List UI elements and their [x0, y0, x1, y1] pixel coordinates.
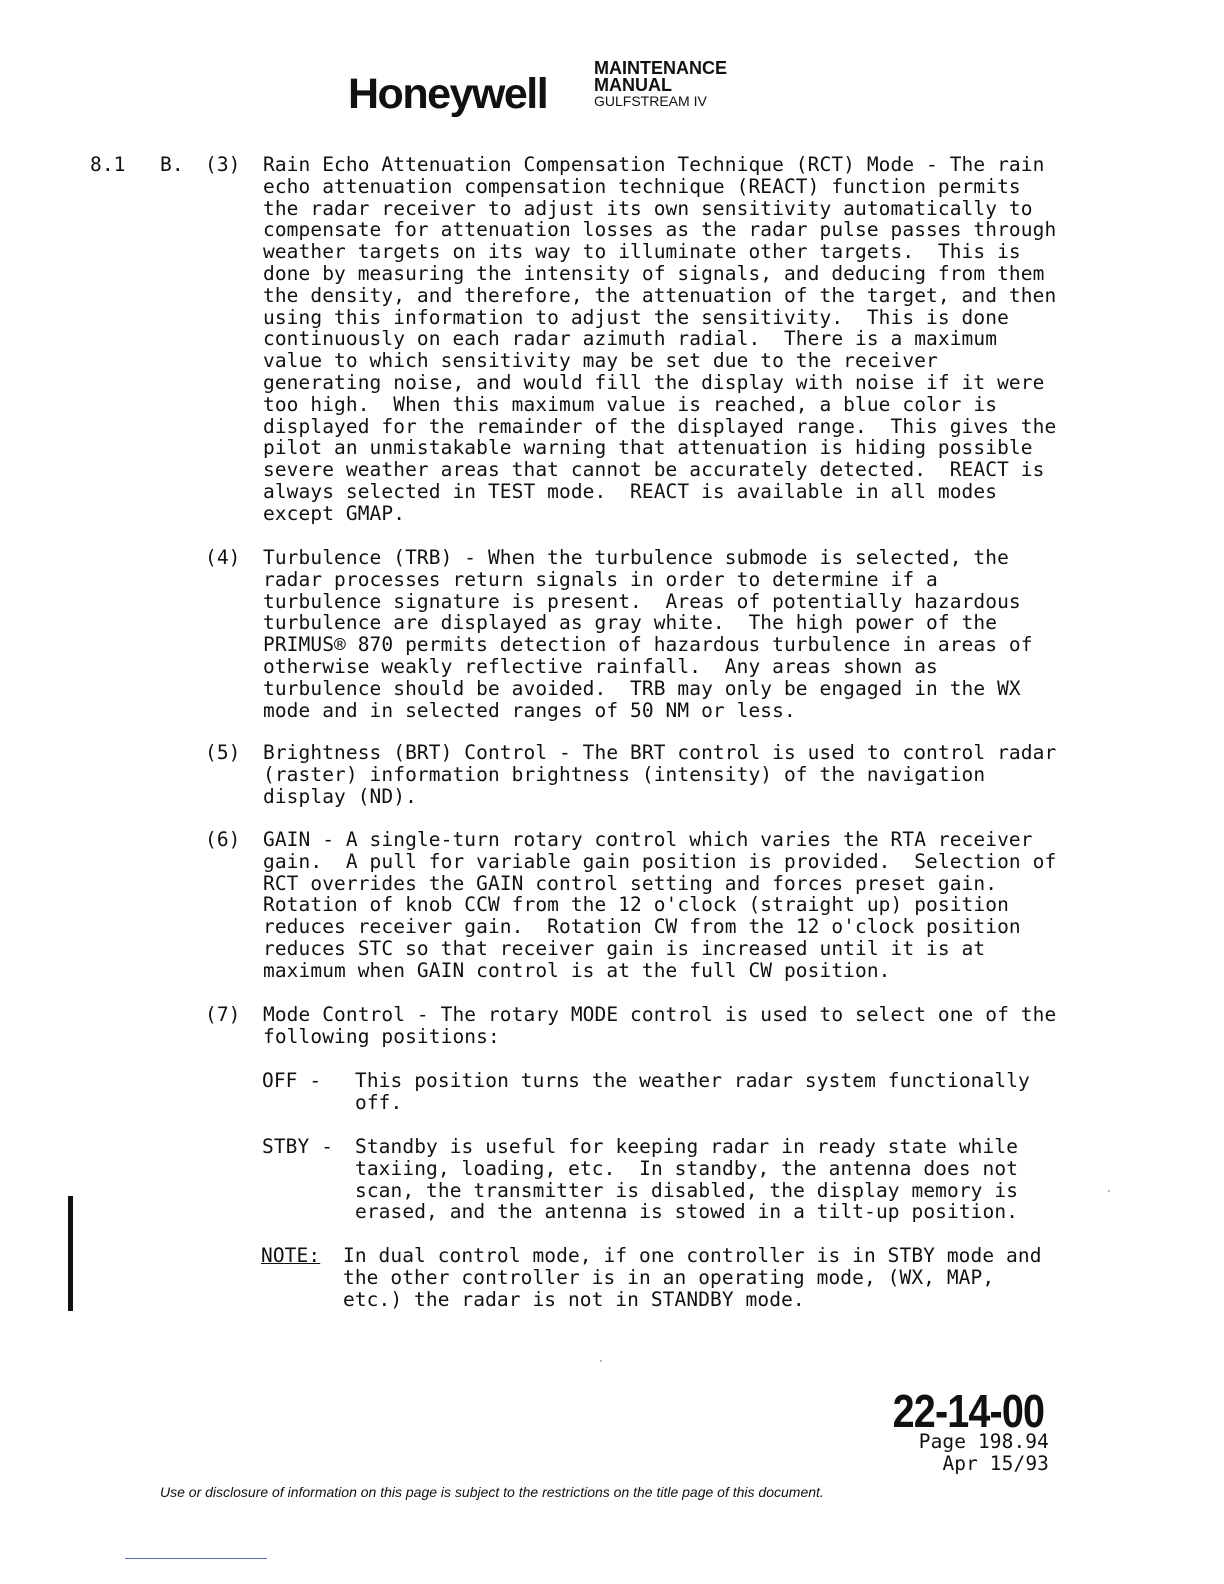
page-number: Page 198.94: [918, 1430, 1049, 1453]
manual-title-block: [594, 60, 727, 108]
item-text-turbulence: Turbulence (TRB) - When the turbulence submode is selected, the radar processes return signals in order to determine if a turbulence signature is present. Areas of potentially hazardous turbulence are displayed as gray white. The high power of the PRIMUS® 870 permits detection of hazardous turbulence in areas of otherwise weakly reflective rainfall. Any areas shown as turbulence should be avoided. TRB may only be engaged in the WX mode and in selected ranges of 50 NM or less.: [263, 546, 1033, 722]
scan-speck: [1108, 1190, 1110, 1192]
item-number: (3): [205, 153, 241, 176]
section-number: 8.1: [90, 153, 126, 176]
item-number: (4): [205, 546, 241, 569]
scan-speck: [600, 1360, 602, 1362]
revision-change-bar: [68, 1196, 73, 1311]
mode-desc-off: This position turns the weather radar system functionally off.: [355, 1069, 1030, 1114]
note-text: In dual control mode, if one controller is in STBY mode and the other controller is in an operating mode, (WX, MAP, etc.) the radar is not in STANDBY mode.: [343, 1244, 1042, 1311]
footer-rule: [125, 1558, 267, 1559]
mode-term-off: OFF -: [262, 1069, 322, 1092]
item-text-gain: GAIN - A single-turn rotary control which varies the RTA receiver gain. A pull for variable gain position is provided. Selection of RCT overrides the GAIN control setting and forces preset gain. Rotation of knob CCW from the 12 o'clock (straight up) position reduces receiver gain. Rotation CW from the 12 o'clock position reduces STC so that receiver gain is increased until it is at maximum when GAIN control is at the full CW position.: [263, 828, 1057, 982]
disclosure-notice: Use or disclosure of information on this page is subject to the restrictions on the title page of this document.: [160, 1484, 824, 1500]
item-number: (7): [205, 1003, 241, 1026]
item-text-react: Rain Echo Attenuation Compensation Technique (RCT) Mode - The rain echo attenuation compensation technique (REACT) function permits the radar receiver to adjust its own sensitivity automatically to compensate for attenuation losses as the radar pulse passes through weather targets on its way to illuminate other targets. This is done by measuring the intensity of signals, and deducing from them the density, and therefore, the attenuation of the target, and then using this information to adjust the sensitivity. This is done continuously on each radar azimuth radial. There is a maximum value to which sensitivity may be set due to the receiver generating noise, and would fill the display with noise if it were too high. When this maximum value is reached, a blue color is displayed for the remainder of the displayed range. This gives the pilot an unmistakable warning that attenuation is hiding possible severe weather areas that cannot be accurately detected. REACT is always selected in TEST mode. REACT is available in all modes except GMAP.: [263, 153, 1057, 525]
chapter-section-number: 22-14-00: [892, 1385, 1044, 1437]
note-label: NOTE:: [261, 1244, 321, 1267]
mode-desc-stby: Standby is useful for keeping radar in ready state while taxiing, loading, etc. In standby, the antenna does not scan, the transmitter is disabled, the display memory is erased, and the antenna is stowed in a tilt-up position.: [355, 1135, 1019, 1224]
item-text-brightness: Brightness (BRT) Control - The BRT control is used to control radar (raster) information brightness (intensity) of the navigation display (ND).: [263, 741, 1057, 808]
manual-type-line1: MAINTENANCE: [594, 58, 727, 78]
subsection-letter: B.: [160, 153, 184, 176]
honeywell-logo: Honeywell: [348, 70, 548, 118]
item-number: (5): [205, 741, 241, 764]
item-text-mode-control: Mode Control - The rotary MODE control is used to select one of the following positions:: [263, 1003, 1057, 1048]
manual-type-line2: MANUAL: [594, 75, 672, 95]
item-number: (6): [205, 828, 241, 851]
mode-term-stby: STBY -: [262, 1135, 334, 1158]
aircraft-name: GULFSTREAM IV: [594, 93, 707, 109]
revision-date: Apr 15/93: [942, 1452, 1049, 1475]
